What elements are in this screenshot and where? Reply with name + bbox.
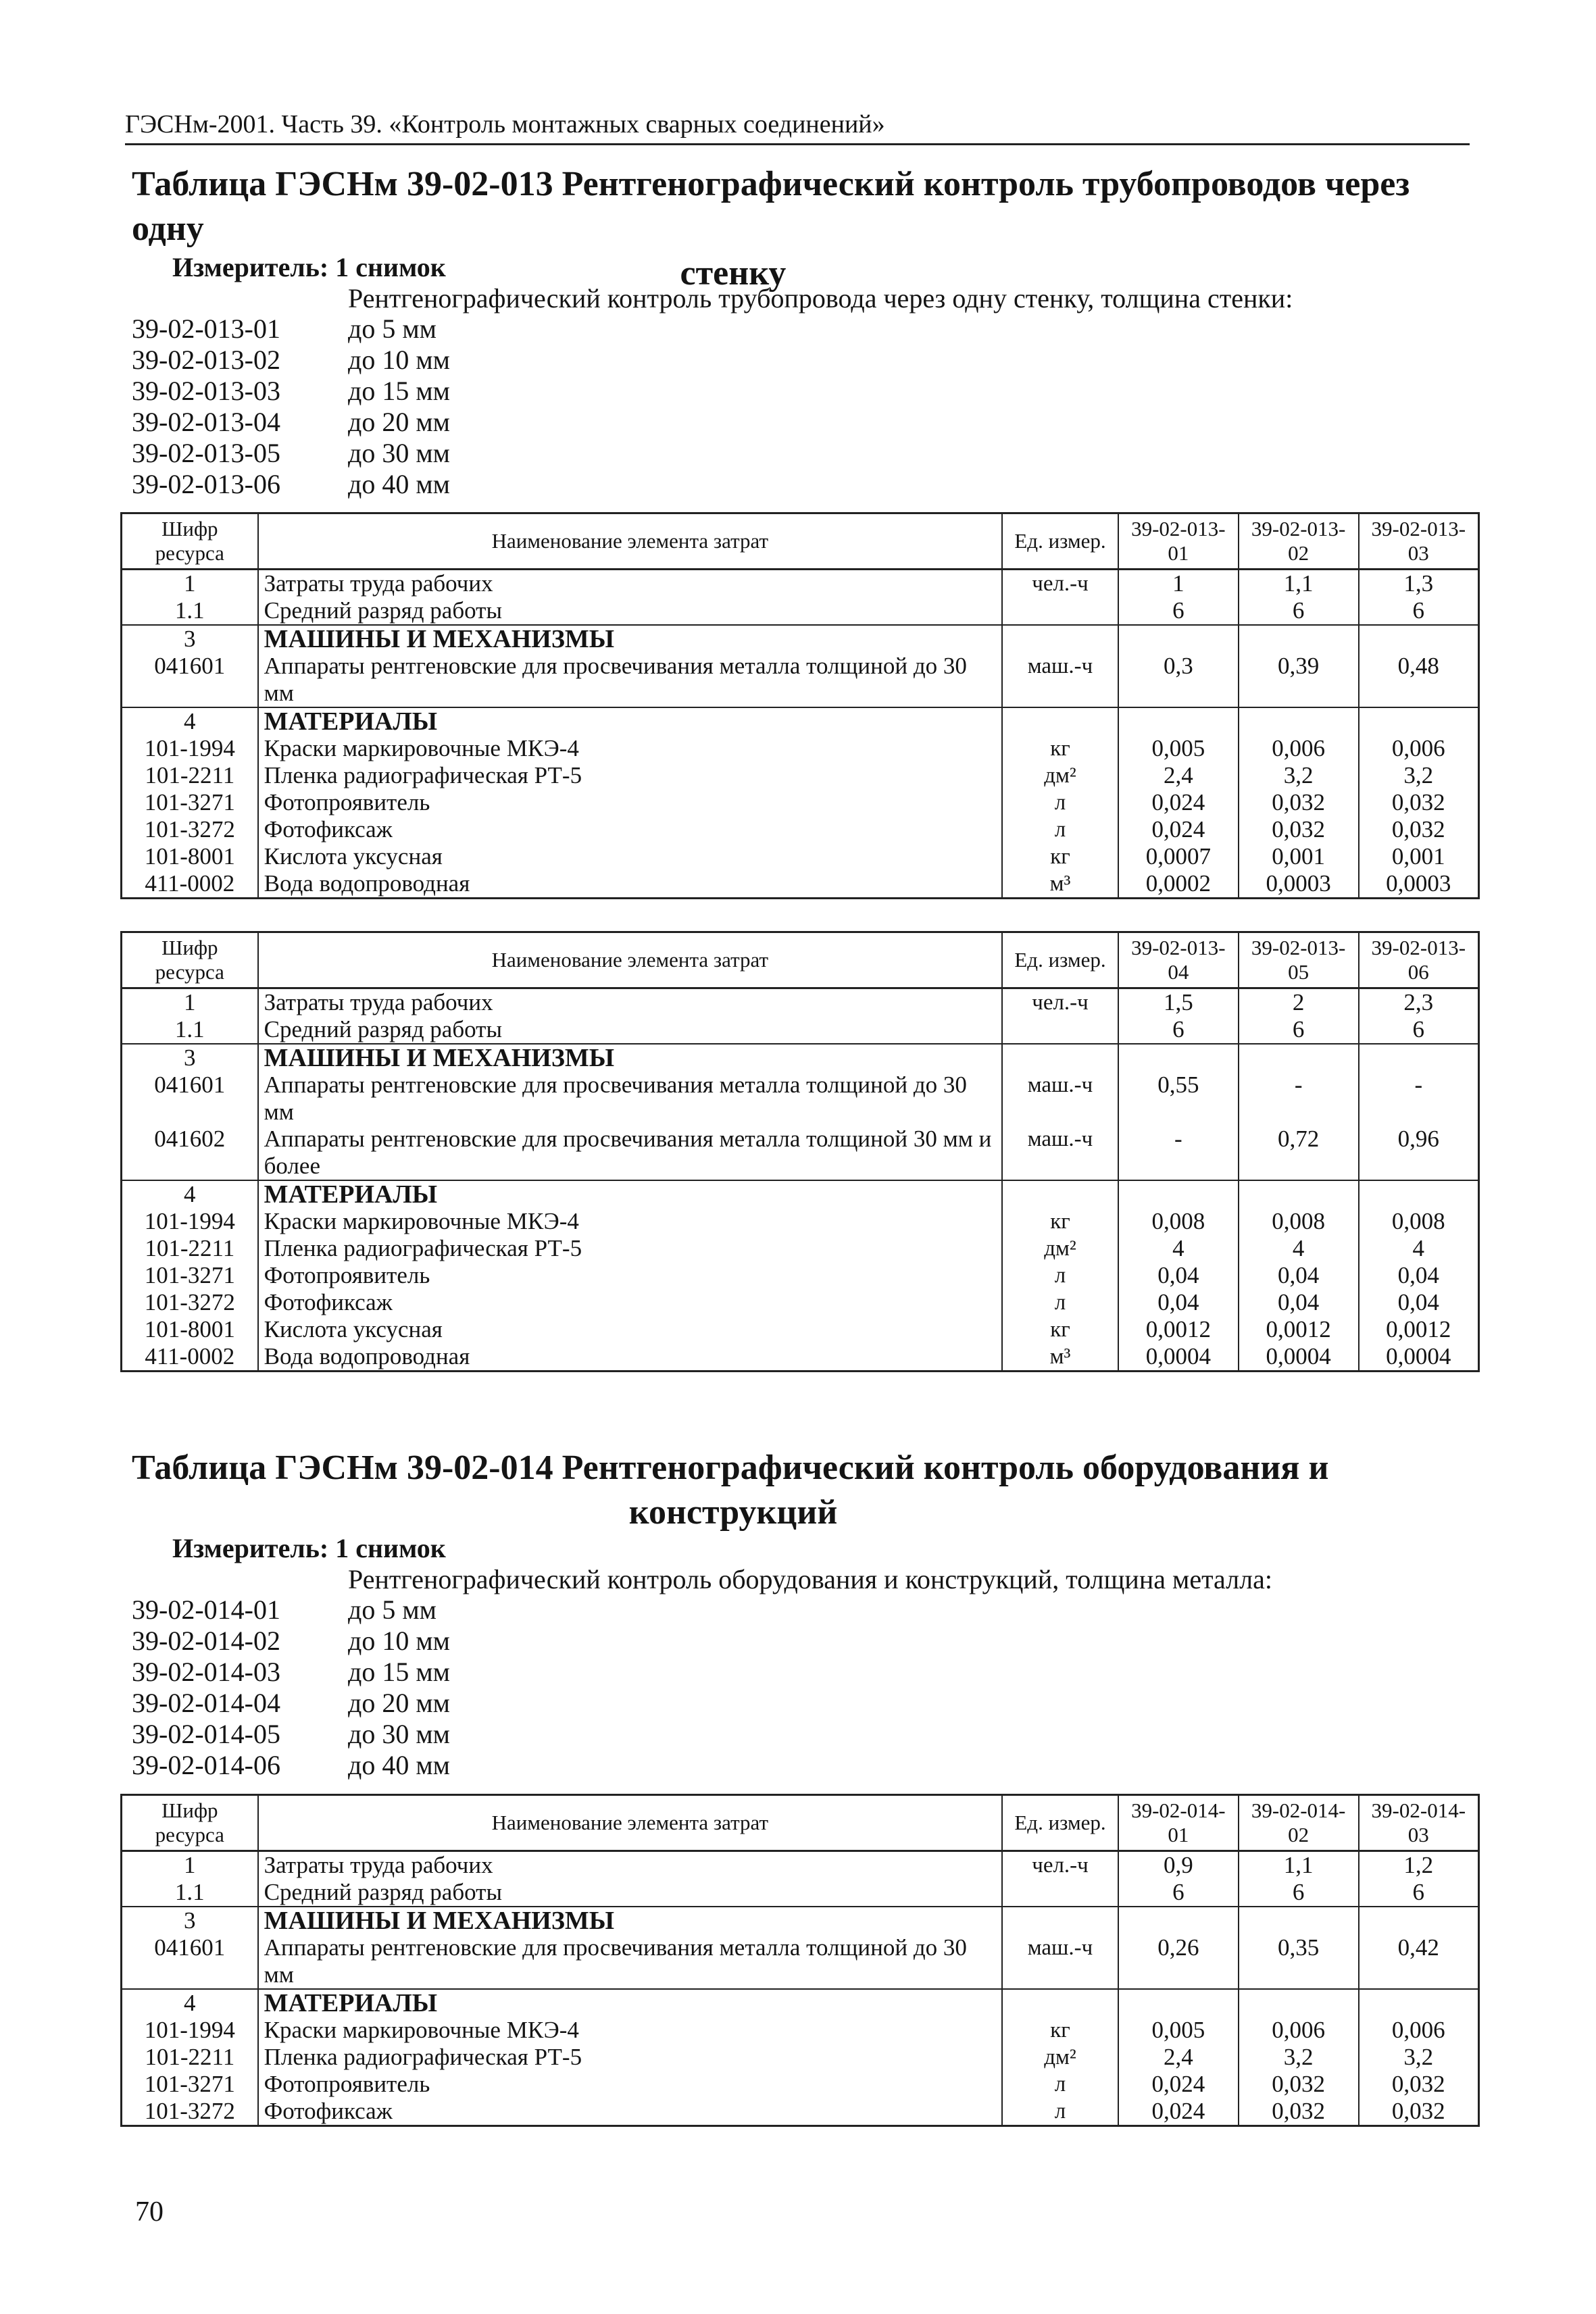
empty-cell (1359, 707, 1479, 735)
resource-value: 0,0004 (1118, 1343, 1239, 1372)
variant-code: 39-02-013-02 (132, 345, 280, 375)
empty-cell (1239, 1180, 1359, 1208)
resource-value: 0,001 (1359, 843, 1479, 870)
resource-unit: маш.-ч (1002, 1126, 1118, 1180)
resource-value: 6 (1239, 597, 1359, 625)
resource-value: 0,0012 (1359, 1316, 1479, 1343)
variant-code: 39-02-013-05 (132, 438, 280, 468)
resource-unit: кг (1002, 1316, 1118, 1343)
variant-code: 39-02-014-06 (132, 1750, 280, 1780)
table-row (122, 1316, 1479, 1343)
header-row (122, 513, 1479, 570)
resource-value: 0,024 (1118, 2071, 1239, 2098)
section-row (122, 625, 1479, 653)
empty-cell (1118, 1044, 1239, 1072)
resource-value: 0,008 (1359, 1208, 1479, 1235)
empty-cell (1002, 625, 1118, 653)
variant-item (132, 438, 450, 469)
resource-value: 0,0004 (1359, 1343, 1479, 1372)
resource-value: 0,04 (1118, 1262, 1239, 1289)
resource-value: 0,04 (1359, 1289, 1479, 1316)
empty-cell (1002, 1044, 1118, 1072)
col-header-unit: Ед. измер. (1002, 1795, 1118, 1851)
resource-code: 101-8001 (122, 843, 258, 870)
resource-code: 1.1 (122, 597, 258, 625)
empty-cell (1359, 625, 1479, 653)
table-row (122, 2017, 1479, 2044)
variant-code: 39-02-014-01 (132, 1594, 280, 1625)
empty-cell (1239, 1989, 1359, 2017)
resource-value: 0,008 (1239, 1208, 1359, 1235)
resource-value: 0,26 (1118, 1934, 1239, 1989)
resource-code: 3 (122, 625, 258, 653)
resource-value: 0,006 (1359, 2017, 1479, 2044)
col-header-variant: 39-02-013-04 (1118, 932, 1239, 988)
resource-unit (1002, 1879, 1118, 1907)
table-row (122, 1934, 1479, 1989)
resource-unit: кг (1002, 843, 1118, 870)
resource-name: Фотофиксаж (258, 1289, 1003, 1316)
section-row (122, 1989, 1479, 2017)
resource-name: Пленка радиографическая РТ-5 (258, 1235, 1003, 1262)
resource-value: 0,04 (1359, 1262, 1479, 1289)
resource-value: 1,1 (1239, 570, 1359, 598)
resource-value: 0,04 (1239, 1262, 1359, 1289)
resource-value: 6 (1359, 597, 1479, 625)
resource-value: 1,1 (1239, 1851, 1359, 1880)
resource-value: 0,032 (1359, 2071, 1479, 2098)
resource-value: 0,032 (1359, 2098, 1479, 2126)
resource-code: 3 (122, 1044, 258, 1072)
resource-code: 1 (122, 988, 258, 1017)
resource-name: Пленка радиографическая РТ-5 (258, 2044, 1003, 2071)
empty-cell (1118, 707, 1239, 735)
table-row (122, 816, 1479, 843)
table-row (122, 1879, 1479, 1907)
col-header-variant: 39-02-013-01 (1118, 513, 1239, 570)
col-header-name: Наименование элемента затрат (258, 513, 1003, 570)
resource-code: 041602 (122, 1126, 258, 1180)
resource-unit: кг (1002, 1208, 1118, 1235)
col-header-variant: 39-02-014-03 (1359, 1795, 1479, 1851)
variant-item (132, 345, 450, 376)
variant-desc: до 30 мм (348, 1719, 450, 1749)
resource-unit: чел.-ч (1002, 988, 1118, 1017)
intro-text: Рентгенографический контроль трубопровода через одну стенку, толщина стенки: (348, 283, 1293, 313)
empty-cell (1239, 1907, 1359, 1934)
resource-unit: дм² (1002, 1235, 1118, 1262)
intro-text: Рентгенографический контроль оборудования и конструкций, толщина металла: (348, 1564, 1272, 1594)
col-header-variant: 39-02-013-02 (1239, 513, 1359, 570)
resource-name: Фотопроявитель (258, 1262, 1003, 1289)
resource-unit: маш.-ч (1002, 1934, 1118, 1989)
resource-name: Затраты труда рабочих (258, 570, 1003, 598)
table-row (122, 2071, 1479, 2098)
resource-value: 0,005 (1118, 735, 1239, 762)
resource-value: 6 (1118, 1879, 1239, 1907)
resource-value: 6 (1359, 1879, 1479, 1907)
resource-name: Вода водопроводная (258, 1343, 1003, 1372)
resource-unit: л (1002, 1289, 1118, 1316)
table-row (122, 597, 1479, 625)
col-header-code: Шифр ресурса (122, 1795, 258, 1851)
empty-cell (1239, 625, 1359, 653)
resource-name: Кислота уксусная (258, 843, 1003, 870)
resource-unit: маш.-ч (1002, 653, 1118, 707)
header-row (122, 1795, 1479, 1851)
resource-code: 411-0002 (122, 1343, 258, 1372)
resource-value: 0,72 (1239, 1126, 1359, 1180)
resource-code: 101-3271 (122, 1262, 258, 1289)
resource-value: 2 (1239, 988, 1359, 1017)
resource-name: Затраты труда рабочих (258, 1851, 1003, 1880)
resource-code: 101-3272 (122, 816, 258, 843)
resource-value: 4 (1118, 1235, 1239, 1262)
resource-unit: дм² (1002, 762, 1118, 789)
variant-item (132, 1719, 450, 1750)
resource-value: 0,39 (1239, 653, 1359, 707)
table-row (122, 1289, 1479, 1316)
variant-desc: до 15 мм (348, 376, 450, 406)
resource-code: 101-1994 (122, 2017, 258, 2044)
variant-item (132, 313, 450, 345)
resource-value: 2,4 (1118, 762, 1239, 789)
resource-name: Краски маркировочные МКЭ-4 (258, 2017, 1003, 2044)
resource-value: 0,0002 (1118, 870, 1239, 899)
resource-name: Средний разряд работы (258, 597, 1003, 625)
resource-value: 6 (1239, 1879, 1359, 1907)
empty-cell (1002, 1907, 1118, 1934)
resource-value: 0,032 (1239, 816, 1359, 843)
resource-code: 101-3271 (122, 789, 258, 816)
section-row (122, 1044, 1479, 1072)
resource-name: Пленка радиографическая РТ-5 (258, 762, 1003, 789)
variant-item (132, 1657, 450, 1688)
resource-name: Затраты труда рабочих (258, 988, 1003, 1017)
table-row (122, 2044, 1479, 2071)
empty-cell (1239, 1044, 1359, 1072)
resource-unit: кг (1002, 2017, 1118, 2044)
resource-value: 1,3 (1359, 570, 1479, 598)
resource-value: 0,032 (1359, 789, 1479, 816)
resource-value: 0,032 (1239, 2071, 1359, 2098)
col-header-unit: Ед. измер. (1002, 513, 1118, 570)
resource-unit (1002, 1016, 1118, 1044)
resource-name: Средний разряд работы (258, 1879, 1003, 1907)
resource-code: 041601 (122, 1934, 258, 1989)
resource-name: Аппараты рентгеновские для просвечивания металла толщиной до 30 мм (258, 1072, 1003, 1126)
resource-value: 0,006 (1359, 735, 1479, 762)
table-row (122, 1016, 1479, 1044)
resource-table-014 (120, 1794, 1480, 2127)
table-row (122, 762, 1479, 789)
resource-value: 0,96 (1359, 1126, 1479, 1180)
resource-code: 101-3271 (122, 2071, 258, 2098)
resource-unit: л (1002, 2071, 1118, 2098)
resource-unit: л (1002, 2098, 1118, 2126)
resource-unit: л (1002, 1262, 1118, 1289)
resource-value: 0,005 (1118, 2017, 1239, 2044)
resource-unit: чел.-ч (1002, 1851, 1118, 1880)
resource-code: 4 (122, 1180, 258, 1208)
empty-cell (1118, 1180, 1239, 1208)
resource-table-013-a (120, 512, 1480, 899)
resource-code: 4 (122, 707, 258, 735)
col-header-variant: 39-02-013-03 (1359, 513, 1479, 570)
resource-unit: чел.-ч (1002, 570, 1118, 598)
title-line-1: Таблица ГЭСНм 39-02-013 Рентгенографический контроль трубопроводов через одну (132, 165, 1410, 248)
resource-value: 0,0004 (1239, 1343, 1359, 1372)
resource-value: - (1359, 1072, 1479, 1126)
resource-value: 0,48 (1359, 653, 1479, 707)
resource-code: 3 (122, 1907, 258, 1934)
resource-value: 0,35 (1239, 1934, 1359, 1989)
section-title: МАШИНЫ И МЕХАНИЗМЫ (258, 1044, 1003, 1072)
table-row (122, 1208, 1479, 1235)
running-header: ГЭСНм-2001. Часть 39. «Контроль монтажных сварных соединений» (125, 108, 1470, 145)
table-row (122, 1851, 1479, 1880)
table-row (122, 653, 1479, 707)
resource-value: 0,024 (1118, 2098, 1239, 2126)
col-header-variant: 39-02-013-05 (1239, 932, 1359, 988)
empty-cell (1239, 707, 1359, 735)
resource-table-013-b (120, 931, 1480, 1372)
col-header-variant: 39-02-013-06 (1359, 932, 1479, 988)
meter-label: Измеритель: 1 снимок (172, 1533, 446, 1563)
page-number: 70 (135, 2196, 164, 2228)
resource-unit: дм² (1002, 2044, 1118, 2071)
resource-code: 101-1994 (122, 735, 258, 762)
variant-item (132, 1750, 450, 1781)
variant-desc: до 10 мм (348, 345, 450, 375)
table-row (122, 735, 1479, 762)
resource-unit: л (1002, 816, 1118, 843)
resource-name: Краски маркировочные МКЭ-4 (258, 735, 1003, 762)
resource-value: 2,4 (1118, 2044, 1239, 2071)
resource-value: - (1118, 1126, 1239, 1180)
empty-cell (1002, 1180, 1118, 1208)
resource-value: 0,032 (1239, 2098, 1359, 2126)
variant-desc: до 20 мм (348, 407, 450, 437)
table-row (122, 870, 1479, 899)
section-title: МАШИНЫ И МЕХАНИЗМЫ (258, 1907, 1003, 1934)
resource-unit: кг (1002, 735, 1118, 762)
resource-value: 0,0003 (1239, 870, 1359, 899)
variant-item (132, 407, 450, 438)
resource-name: Кислота уксусная (258, 1316, 1003, 1343)
resource-value: 3,2 (1359, 2044, 1479, 2071)
variant-code: 39-02-014-05 (132, 1719, 280, 1749)
variants-list (132, 1594, 450, 1781)
empty-cell (1002, 707, 1118, 735)
resource-value: 3,2 (1239, 2044, 1359, 2071)
resource-value: 0,0012 (1118, 1316, 1239, 1343)
col-header-code: Шифр ресурса (122, 932, 258, 988)
resource-value: 3,2 (1359, 762, 1479, 789)
resource-unit: м³ (1002, 1343, 1118, 1372)
section-title: МАТЕРИАЛЫ (258, 1180, 1003, 1208)
resource-value: 0,55 (1118, 1072, 1239, 1126)
resource-value: 0,04 (1239, 1289, 1359, 1316)
table-row (122, 1126, 1479, 1180)
resource-name: Аппараты рентгеновские для просвечивания металла толщиной до 30 мм (258, 1934, 1003, 1989)
variant-code: 39-02-013-03 (132, 376, 280, 406)
resource-value: 0,04 (1118, 1289, 1239, 1316)
resource-unit: м³ (1002, 870, 1118, 899)
variant-desc: до 5 мм (348, 313, 437, 344)
variant-desc: до 40 мм (348, 1750, 450, 1780)
resource-value: 0,0003 (1359, 870, 1479, 899)
section-title: МАТЕРИАЛЫ (258, 1989, 1003, 2017)
variant-item (132, 469, 450, 500)
resource-unit: маш.-ч (1002, 1072, 1118, 1126)
section-title: МАШИНЫ И МЕХАНИЗМЫ (258, 625, 1003, 653)
resource-code: 411-0002 (122, 870, 258, 899)
table-row (122, 789, 1479, 816)
resource-value: 6 (1118, 597, 1239, 625)
resource-unit: л (1002, 789, 1118, 816)
resource-value: 6 (1239, 1016, 1359, 1044)
variant-code: 39-02-013-01 (132, 313, 280, 344)
variant-desc: до 5 мм (348, 1594, 437, 1625)
resource-value: 6 (1118, 1016, 1239, 1044)
resource-value: 3,2 (1239, 762, 1359, 789)
table-014-title (132, 1446, 1456, 1535)
empty-cell (1118, 625, 1239, 653)
resource-code: 4 (122, 1989, 258, 2017)
resource-value: 0,42 (1359, 1934, 1479, 1989)
title-line-2: стенку (680, 254, 787, 293)
resource-value: 0,032 (1239, 789, 1359, 816)
variant-item (132, 1688, 450, 1719)
resource-value: 0,3 (1118, 653, 1239, 707)
col-header-variant: 39-02-014-01 (1118, 1795, 1239, 1851)
resource-code: 101-3272 (122, 1289, 258, 1316)
resource-value: 0,0007 (1118, 843, 1239, 870)
resource-value: 0,006 (1239, 2017, 1359, 2044)
resource-code: 041601 (122, 1072, 258, 1126)
resource-value: 0,024 (1118, 789, 1239, 816)
table-row (122, 988, 1479, 1017)
resource-code: 101-3272 (122, 2098, 258, 2126)
variant-code: 39-02-013-04 (132, 407, 280, 437)
resource-name: Фотофиксаж (258, 2098, 1003, 2126)
variant-desc: до 15 мм (348, 1657, 450, 1687)
col-header-name: Наименование элемента затрат (258, 932, 1003, 988)
resource-code: 101-2211 (122, 1235, 258, 1262)
empty-cell (1359, 1180, 1479, 1208)
resource-value: 1,2 (1359, 1851, 1479, 1880)
resource-code: 101-8001 (122, 1316, 258, 1343)
resource-value: 0,9 (1118, 1851, 1239, 1880)
resource-name: Фотопроявитель (258, 789, 1003, 816)
header-row (122, 932, 1479, 988)
empty-cell (1118, 1989, 1239, 2017)
empty-cell (1118, 1907, 1239, 1934)
table-row (122, 1343, 1479, 1372)
variant-item (132, 1626, 450, 1657)
resource-code: 1 (122, 570, 258, 598)
section-row (122, 1180, 1479, 1208)
empty-cell (1359, 1044, 1479, 1072)
resource-value: 0,0012 (1239, 1316, 1359, 1343)
resource-value: 1,5 (1118, 988, 1239, 1017)
resource-value: 4 (1239, 1235, 1359, 1262)
table-row (122, 1235, 1479, 1262)
resource-value: 1 (1118, 570, 1239, 598)
resource-code: 1.1 (122, 1879, 258, 1907)
resource-value: 6 (1359, 1016, 1479, 1044)
resource-name: Средний разряд работы (258, 1016, 1003, 1044)
variant-desc: до 40 мм (348, 469, 450, 499)
section-row (122, 1907, 1479, 1934)
resource-value: 0,032 (1359, 816, 1479, 843)
variants-list (132, 313, 450, 500)
variant-code: 39-02-014-03 (132, 1657, 280, 1687)
resource-name: Краски маркировочные МКЭ-4 (258, 1208, 1003, 1235)
title-line-2: конструкций (628, 1493, 838, 1532)
resource-code: 1 (122, 1851, 258, 1880)
variant-code: 39-02-013-06 (132, 469, 280, 499)
variant-code: 39-02-014-04 (132, 1688, 280, 1718)
table-row (122, 2098, 1479, 2126)
resource-name: Вода водопроводная (258, 870, 1003, 899)
resource-value: 0,006 (1239, 735, 1359, 762)
resource-code: 1.1 (122, 1016, 258, 1044)
resource-value: 2,3 (1359, 988, 1479, 1017)
table-row (122, 1262, 1479, 1289)
table-row (122, 570, 1479, 598)
resource-value: 4 (1359, 1235, 1479, 1262)
col-header-unit: Ед. измер. (1002, 932, 1118, 988)
resource-value: 0,008 (1118, 1208, 1239, 1235)
resource-name: Аппараты рентгеновские для просвечивания металла толщиной до 30 мм (258, 653, 1003, 707)
empty-cell (1359, 1989, 1479, 2017)
variant-desc: до 30 мм (348, 438, 450, 468)
resource-code: 101-2211 (122, 762, 258, 789)
resource-name: Фотопроявитель (258, 2071, 1003, 2098)
variant-desc: до 20 мм (348, 1688, 450, 1718)
resource-code: 101-1994 (122, 1208, 258, 1235)
resource-code: 041601 (122, 653, 258, 707)
empty-cell (1359, 1907, 1479, 1934)
resource-unit (1002, 597, 1118, 625)
meter-label: Измеритель: 1 снимок (172, 252, 446, 282)
col-header-name: Наименование элемента затрат (258, 1795, 1003, 1851)
table-row (122, 843, 1479, 870)
resource-value: 0,024 (1118, 816, 1239, 843)
col-header-code: Шифр ресурса (122, 513, 258, 570)
col-header-variant: 39-02-014-02 (1239, 1795, 1359, 1851)
variant-item (132, 1594, 450, 1626)
resource-value: 0,001 (1239, 843, 1359, 870)
section-row (122, 707, 1479, 735)
resource-name: Фотофиксаж (258, 816, 1003, 843)
variant-desc: до 10 мм (348, 1626, 450, 1656)
empty-cell (1002, 1989, 1118, 2017)
resource-value: - (1239, 1072, 1359, 1126)
resource-code: 101-2211 (122, 2044, 258, 2071)
variant-item (132, 376, 450, 407)
resource-name: Аппараты рентгеновские для просвечивания металла толщиной 30 мм и более (258, 1126, 1003, 1180)
table-row (122, 1072, 1479, 1126)
variant-code: 39-02-014-02 (132, 1626, 280, 1656)
title-line-1: Таблица ГЭСНм 39-02-014 Рентгенографический контроль оборудования и (132, 1449, 1329, 1487)
section-title: МАТЕРИАЛЫ (258, 707, 1003, 735)
